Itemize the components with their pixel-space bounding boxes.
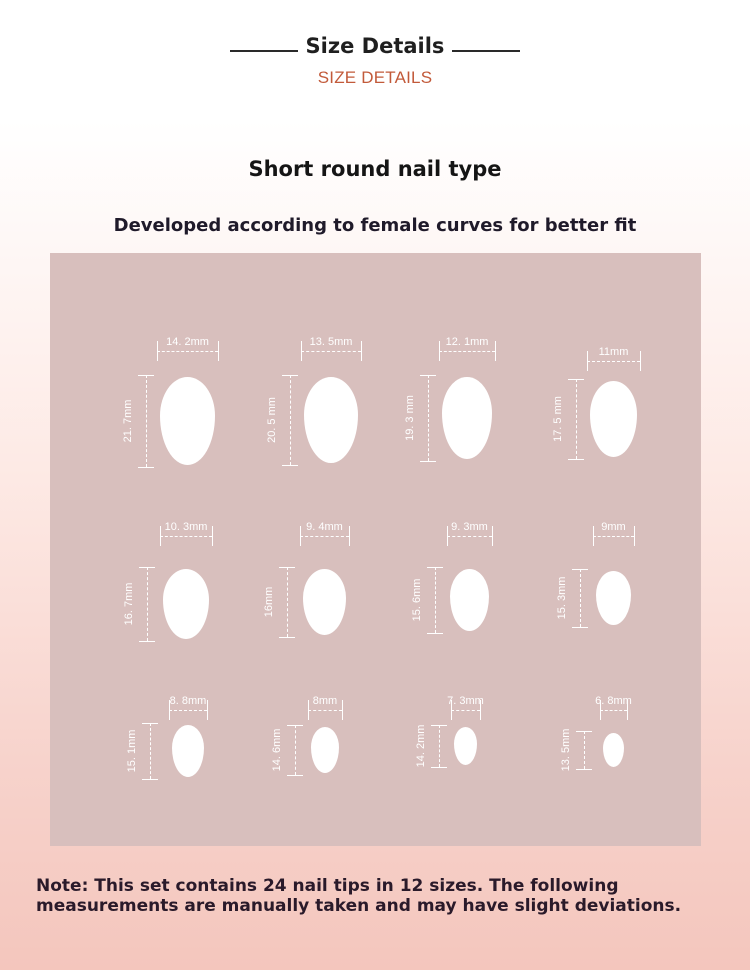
width-label: 12. 1mm bbox=[445, 336, 489, 348]
height-label: 15. 1mm bbox=[126, 729, 138, 773]
height-dimension-line bbox=[287, 567, 288, 637]
width-tick bbox=[342, 700, 343, 720]
height-label: 16. 7mm bbox=[123, 582, 135, 626]
nail-shape bbox=[454, 727, 477, 765]
width-dimension-line bbox=[169, 710, 207, 711]
height-tick bbox=[568, 459, 584, 460]
width-tick bbox=[447, 526, 448, 546]
height-label: 13. 5mm bbox=[560, 728, 572, 772]
nail-shape bbox=[442, 377, 492, 459]
height-dimension-line bbox=[576, 379, 577, 459]
height-dimension-line bbox=[147, 567, 148, 641]
width-dimension-line bbox=[587, 361, 640, 362]
nail-shape bbox=[311, 727, 339, 773]
width-label: 8mm bbox=[312, 695, 338, 707]
width-tick bbox=[495, 341, 496, 361]
height-tick bbox=[427, 567, 443, 568]
width-tick bbox=[300, 526, 301, 546]
section-header bbox=[0, 34, 750, 88]
height-tick bbox=[576, 769, 592, 770]
header-rule-right bbox=[452, 50, 520, 52]
height-tick bbox=[138, 375, 154, 376]
width-tick bbox=[587, 351, 588, 371]
nail-shape bbox=[596, 571, 631, 625]
width-dimension-line bbox=[301, 351, 361, 352]
height-tick bbox=[138, 467, 154, 468]
width-tick bbox=[301, 341, 302, 361]
width-tick bbox=[593, 526, 594, 546]
height-tick bbox=[139, 641, 155, 642]
height-dimension-line bbox=[146, 375, 147, 467]
width-dimension-line bbox=[308, 710, 342, 711]
width-tick bbox=[439, 341, 440, 361]
height-label: 17. 5 mm bbox=[552, 396, 564, 442]
height-tick bbox=[279, 637, 295, 638]
nail-shape bbox=[303, 569, 346, 635]
width-tick bbox=[212, 526, 213, 546]
width-dimension-line bbox=[451, 710, 480, 711]
height-tick bbox=[576, 731, 592, 732]
tagline: Developed according to female curves for better fit bbox=[113, 215, 637, 236]
height-tick bbox=[420, 375, 436, 376]
header-rule-left bbox=[230, 50, 298, 52]
width-label: 11mm bbox=[598, 346, 629, 358]
height-dimension-line bbox=[580, 569, 581, 627]
height-tick bbox=[279, 567, 295, 568]
width-tick bbox=[207, 700, 208, 720]
height-tick bbox=[572, 627, 588, 628]
nail-shape bbox=[172, 725, 204, 777]
height-tick bbox=[431, 767, 447, 768]
height-label: 15. 3mm bbox=[556, 576, 568, 620]
size-chart-panel bbox=[50, 253, 701, 846]
width-dimension-line bbox=[593, 536, 634, 537]
height-dimension-line bbox=[435, 567, 436, 633]
width-label: 14. 2mm bbox=[166, 336, 209, 348]
height-label: 14. 6mm bbox=[271, 728, 283, 772]
height-tick bbox=[282, 465, 298, 466]
nail-shape bbox=[304, 377, 358, 463]
width-dimension-line bbox=[447, 536, 492, 537]
width-label: 8. 8mm bbox=[169, 695, 207, 707]
width-tick bbox=[160, 526, 161, 546]
nail-shape bbox=[160, 377, 215, 465]
height-dimension-line bbox=[290, 375, 291, 465]
width-dimension-line bbox=[157, 351, 218, 352]
page-title: Size Details bbox=[305, 34, 445, 58]
height-tick bbox=[139, 567, 155, 568]
nail-shape bbox=[590, 381, 637, 457]
width-dimension-line bbox=[600, 710, 627, 711]
width-tick bbox=[640, 351, 641, 371]
height-tick bbox=[572, 569, 588, 570]
height-tick bbox=[142, 779, 158, 780]
height-tick bbox=[282, 375, 298, 376]
height-tick bbox=[287, 725, 303, 726]
width-tick bbox=[218, 341, 219, 361]
width-label: 9mm bbox=[601, 521, 626, 533]
width-tick bbox=[634, 526, 635, 546]
height-tick bbox=[420, 461, 436, 462]
page-subtitle: SIZE DETAILS bbox=[317, 68, 433, 87]
width-tick bbox=[308, 700, 309, 720]
nail-shape bbox=[450, 569, 489, 631]
width-label: 6. 8mm bbox=[595, 695, 632, 707]
width-label: 9. 3mm bbox=[451, 521, 488, 533]
width-label: 10. 3mm bbox=[164, 521, 208, 533]
height-label: 15. 6mm bbox=[411, 578, 423, 622]
height-label: 14. 2mm bbox=[415, 724, 427, 768]
width-label: 13. 5mm bbox=[309, 336, 353, 348]
width-label: 9. 4mm bbox=[306, 521, 343, 533]
height-dimension-line bbox=[150, 723, 151, 779]
width-dimension-line bbox=[439, 351, 495, 352]
nail-shape bbox=[603, 733, 624, 767]
width-tick bbox=[492, 526, 493, 546]
nail-shape bbox=[163, 569, 209, 639]
height-label: 20. 5 mm bbox=[266, 397, 278, 443]
height-tick bbox=[568, 379, 584, 380]
width-dimension-line bbox=[300, 536, 349, 537]
height-label: 21. 7mm bbox=[122, 399, 134, 443]
height-tick bbox=[431, 725, 447, 726]
width-tick bbox=[349, 526, 350, 546]
height-dimension-line bbox=[428, 375, 429, 461]
height-tick bbox=[287, 775, 303, 776]
height-dimension-line bbox=[439, 725, 440, 767]
nail-type-heading: Short round nail type bbox=[248, 157, 502, 181]
height-dimension-line bbox=[584, 731, 585, 769]
height-label: 19. 3 mm bbox=[404, 395, 416, 441]
height-label: 16mm bbox=[263, 586, 275, 618]
height-dimension-line bbox=[295, 725, 296, 775]
width-tick bbox=[361, 341, 362, 361]
width-label: 7. 3mm bbox=[447, 695, 484, 707]
height-tick bbox=[427, 633, 443, 634]
height-tick bbox=[142, 723, 158, 724]
width-tick bbox=[157, 341, 158, 361]
width-dimension-line bbox=[160, 536, 212, 537]
size-note: Note: This set contains 24 nail tips in 12 sizes. The following measurements are manually taken and may have slight deviations. bbox=[36, 876, 682, 916]
